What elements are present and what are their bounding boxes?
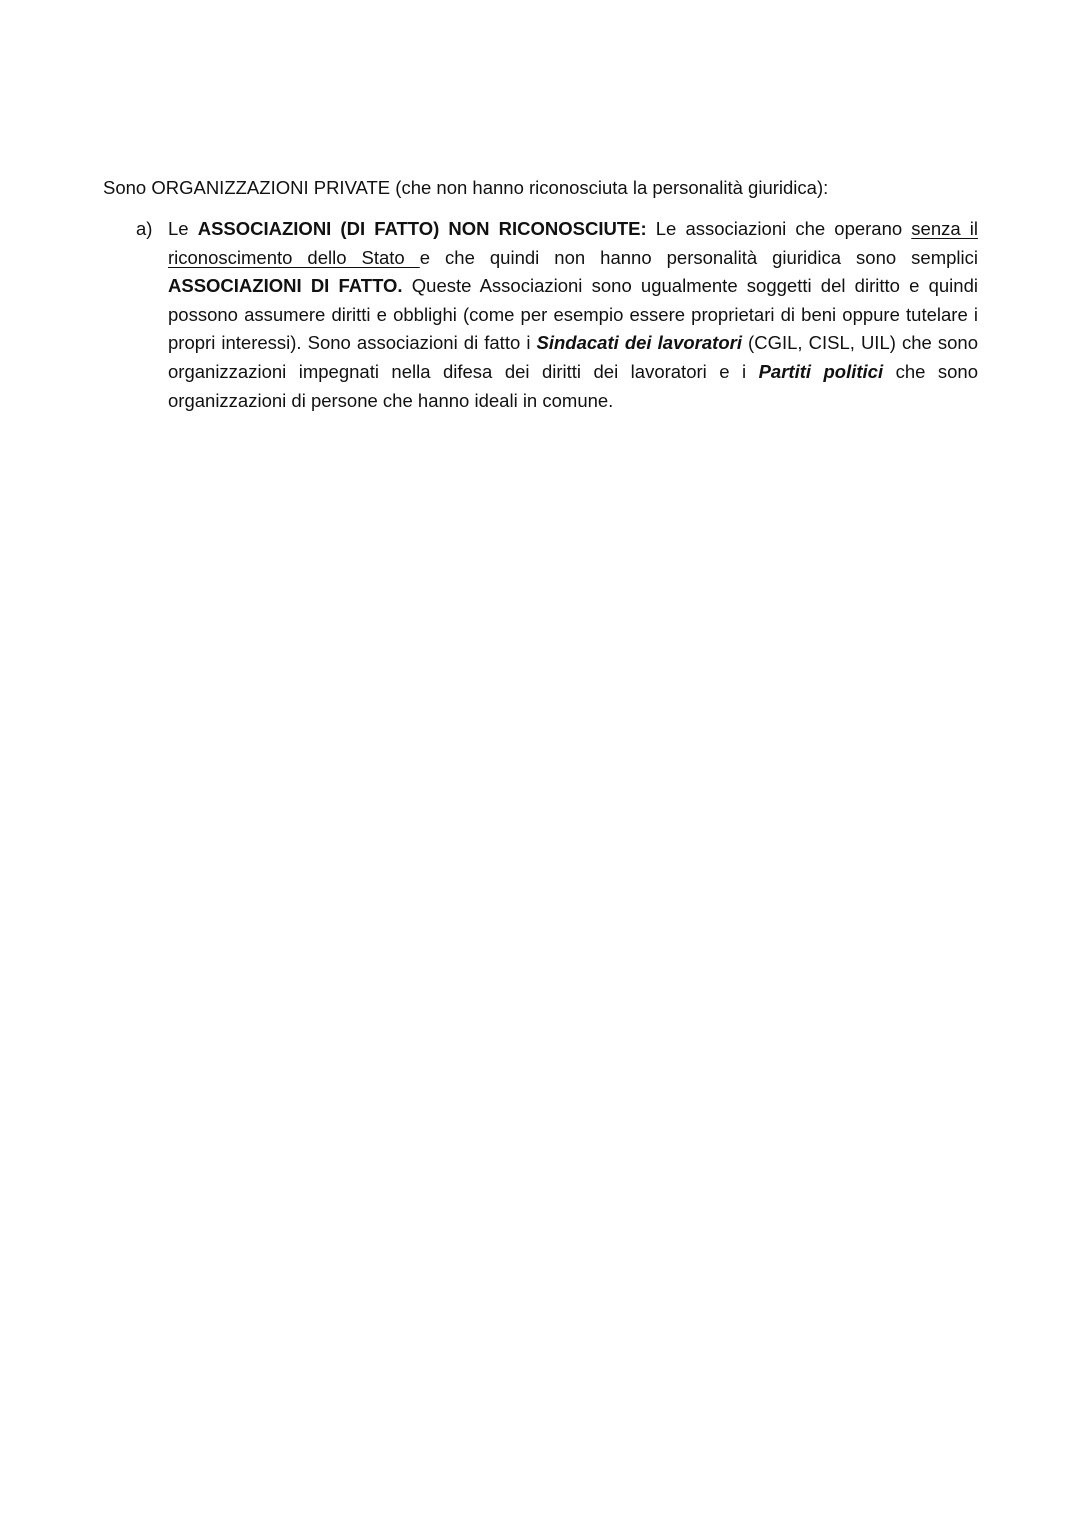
text-segment: Queste Associazioni sono ugualmente soggetti del diritto e quindi possono assumere diritti e obblighi (come per esempio essere proprietari di beni oppure tutelare i propri interessi). Sono associazioni di fatto i [168, 275, 978, 354]
bold-term-associazioni-di-fatto: ASSOCIAZIONI DI FATTO. [168, 275, 403, 297]
list-item-a [136, 215, 978, 415]
list-marker: a) [136, 218, 153, 239]
intro-paragraph: Sono ORGANIZZAZIONI PRIVATE (che non hanno riconosciuta la personalità giuridica): [103, 177, 829, 198]
bold-term-associazioni-non-riconosciute: ASSOCIAZIONI (DI FATTO) NON RICONOSCIUTE: [197, 218, 647, 239]
bold-italic-sindacati: Sindacati dei lavoratori [536, 332, 742, 354]
text-segment: (CGIL, CISL, UIL) che sono organizzazioni impegnati nella difesa dei diritti dei lavoratori e i [168, 332, 978, 382]
list-item-text [168, 215, 978, 415]
text-segment: Le [168, 218, 198, 239]
text-segment: e che quindi non hanno personalità giuridica sono semplici [419, 246, 978, 268]
underlined-phrase: senza il riconoscimento dello Stato [168, 218, 978, 268]
text-segment: Le associazioni che operano [646, 218, 912, 239]
bold-italic-partiti-politici: Partiti politici [758, 360, 884, 382]
text-segment: che sono organizzazioni di persone che hanno ideali in comune. [168, 360, 978, 411]
